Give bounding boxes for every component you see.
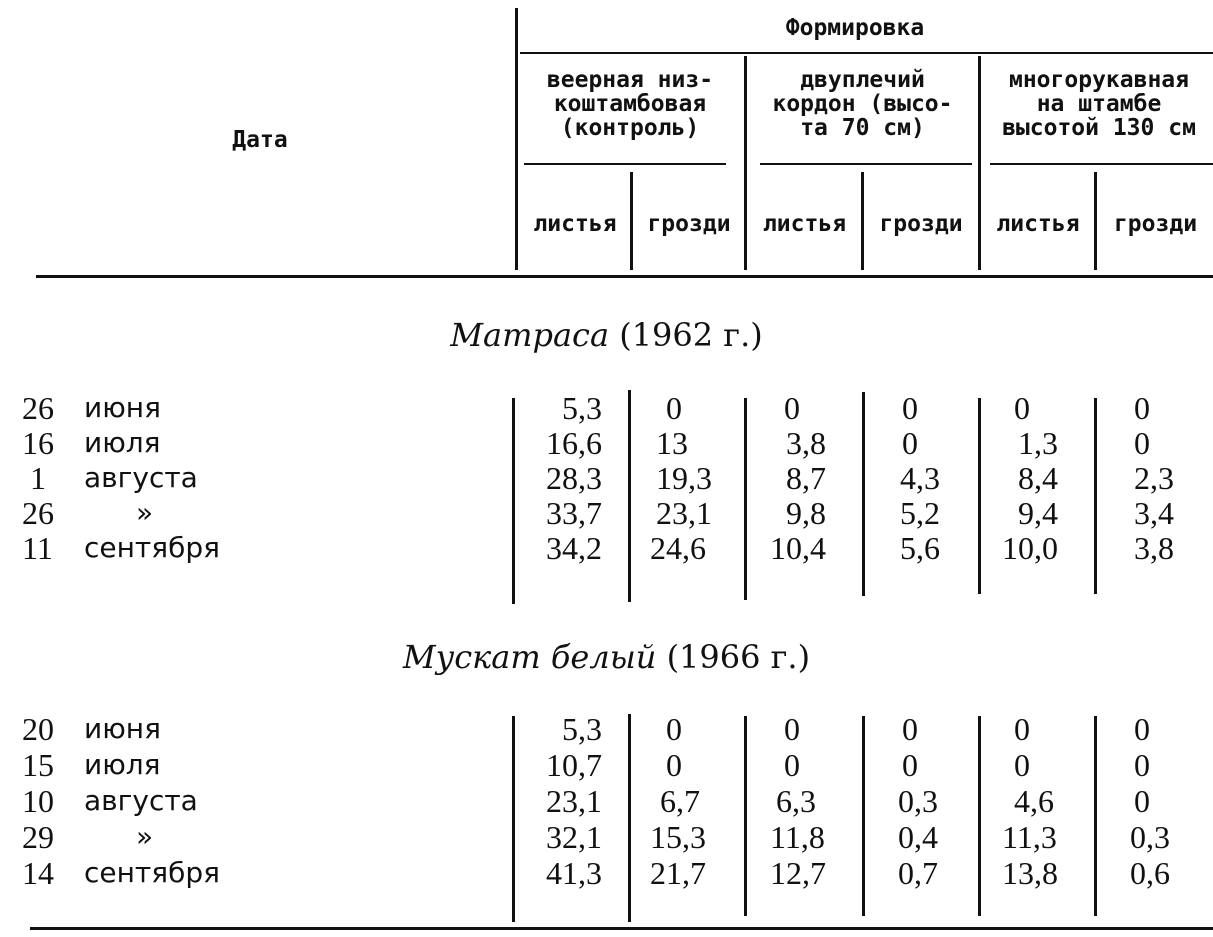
- row-month: июля: [84, 748, 161, 781]
- row-month: июня: [84, 712, 161, 745]
- cell: 0: [902, 747, 918, 783]
- subheader-leaves-1: листья: [533, 211, 617, 237]
- cell: 2,3: [1134, 460, 1174, 496]
- date-column-header: Дата: [232, 127, 288, 153]
- row-day: 20: [22, 711, 54, 747]
- s2-divider-3: [862, 716, 865, 916]
- cell: 32,1: [546, 819, 602, 855]
- cell: 16,6: [546, 425, 602, 461]
- formation-rule-3: [990, 163, 1213, 165]
- top-rule: [36, 275, 1213, 278]
- cell: 0,6: [1130, 855, 1170, 891]
- row-month: июня: [84, 391, 161, 424]
- row-day: 29: [22, 819, 54, 855]
- cell: 0: [784, 390, 800, 426]
- row-month: »: [136, 820, 154, 853]
- cell: 0: [1134, 711, 1150, 747]
- cell: 6,3: [776, 783, 816, 819]
- cell: 15,3: [650, 819, 706, 855]
- cell: 19,3: [656, 460, 712, 496]
- cell: 6,7: [660, 783, 700, 819]
- cell: 11,8: [770, 819, 825, 855]
- cell: 0: [902, 711, 918, 747]
- variety-year: (1962 г.): [619, 316, 763, 354]
- section-title-muscat: [0, 638, 1213, 676]
- row-month: сентября: [84, 531, 220, 564]
- row-day: 26: [22, 495, 54, 531]
- row-month: августа: [84, 461, 198, 494]
- variety-name: Мускат белый: [402, 638, 657, 676]
- cell: 10,0: [1002, 530, 1058, 566]
- s1-divider-5: [1094, 398, 1097, 594]
- cell: 1,3: [1018, 425, 1058, 461]
- cell: 8,4: [1018, 460, 1058, 496]
- header-divider-sub-1: [630, 172, 633, 270]
- row-day: 10: [22, 783, 54, 819]
- header-divider-f3: [978, 56, 981, 270]
- cell: 23,1: [656, 495, 712, 531]
- subheader-leaves-3: листья: [996, 211, 1080, 237]
- group-rule: [520, 52, 1213, 54]
- cell: 8,7: [786, 460, 826, 496]
- formation-1-header: веерная низ- коштамбовая (контроль): [546, 67, 714, 141]
- subheader-clusters-3: грозди: [1113, 211, 1198, 237]
- variety-year: (1966 г.): [666, 638, 811, 676]
- cell: 23,1: [546, 783, 602, 819]
- s1-divider-4: [978, 398, 981, 594]
- cell: 12,7: [770, 855, 826, 891]
- header-divider-f2: [744, 56, 747, 270]
- s2-divider-2: [744, 716, 747, 916]
- cell: 5,3: [562, 711, 602, 747]
- cell: 0,4: [898, 819, 938, 855]
- row-month: июля: [84, 426, 161, 459]
- cell: 5,2: [900, 495, 940, 531]
- cell: 0: [1134, 390, 1150, 426]
- cell: 4,3: [900, 460, 940, 496]
- cell: 3,8: [1134, 530, 1174, 566]
- s2-divider-4: [978, 716, 981, 916]
- header-divider-sub-3: [1094, 172, 1097, 270]
- row-day: 15: [22, 747, 54, 783]
- s2-divider-5: [1094, 716, 1097, 916]
- cell: 0: [666, 711, 682, 747]
- cell: 0: [666, 747, 682, 783]
- cell: 3,8: [786, 425, 826, 461]
- cell: 9,8: [786, 495, 826, 531]
- cell: 10,7: [546, 747, 602, 783]
- formation-rule-2: [760, 163, 972, 165]
- s1-divider-1: [628, 390, 631, 602]
- subheader-clusters-2: грозди: [879, 211, 963, 237]
- formation-group-header: Формировка: [785, 15, 925, 41]
- cell: 0,3: [1130, 819, 1170, 855]
- row-month: »: [136, 496, 154, 529]
- row-month: августа: [84, 784, 198, 817]
- cell: 0: [902, 390, 918, 426]
- cell: 33,7: [546, 495, 602, 531]
- variety-name: Матраса: [450, 316, 610, 354]
- cell: 24,6: [650, 530, 706, 566]
- cell: 13,8: [1002, 855, 1058, 891]
- cell: 4,6: [1014, 783, 1054, 819]
- cell: 0: [784, 711, 800, 747]
- s1-divider-2: [744, 398, 747, 600]
- cell: 3,4: [1134, 495, 1174, 531]
- cell: 21,7: [650, 855, 706, 891]
- cell: 0: [1014, 390, 1030, 426]
- subheader-leaves-2: листья: [762, 211, 847, 237]
- cell: 0: [902, 425, 918, 461]
- row-month: сентября: [84, 856, 220, 889]
- cell: 0: [1014, 747, 1030, 783]
- formation-rule-1: [524, 163, 726, 165]
- cell: 0: [666, 390, 682, 426]
- cell: 9,4: [1018, 495, 1058, 531]
- cell: 10,4: [770, 530, 826, 566]
- row-day: 11: [22, 530, 53, 566]
- cell: 5,6: [900, 530, 940, 566]
- bottom-rule: [30, 927, 1213, 930]
- row-day: 14: [22, 855, 54, 891]
- cell: 0: [1134, 425, 1150, 461]
- cell: 0: [1134, 783, 1150, 819]
- s1-divider-3: [862, 392, 865, 596]
- s2-divider-0: [512, 716, 515, 922]
- s2-divider-1: [628, 714, 631, 922]
- s1-divider-0: [512, 398, 515, 604]
- section-title-matrasa: [0, 316, 1213, 354]
- row-day: 16: [22, 425, 54, 461]
- row-day: 26: [22, 390, 54, 426]
- row-day: 1: [30, 460, 46, 496]
- formation-3-header: многорукавная на штамбе высотой 130 см: [1002, 67, 1196, 141]
- cell: 5,3: [562, 390, 602, 426]
- subheader-clusters-1: грозди: [647, 211, 731, 237]
- cell: 13: [656, 425, 688, 461]
- cell: 0,7: [898, 855, 938, 891]
- cell: 41,3: [546, 855, 602, 891]
- formation-2-header: двуплечий кордон (высо- та 70 см): [772, 67, 953, 141]
- cell: 0,3: [898, 783, 938, 819]
- cell: 34,2: [546, 530, 602, 566]
- cell: 0: [1134, 747, 1150, 783]
- cell: 28,3: [546, 460, 602, 496]
- cell: 0: [1014, 711, 1030, 747]
- cell: 11,3: [1002, 819, 1057, 855]
- cell: 0: [784, 747, 800, 783]
- header-divider-main: [515, 8, 518, 270]
